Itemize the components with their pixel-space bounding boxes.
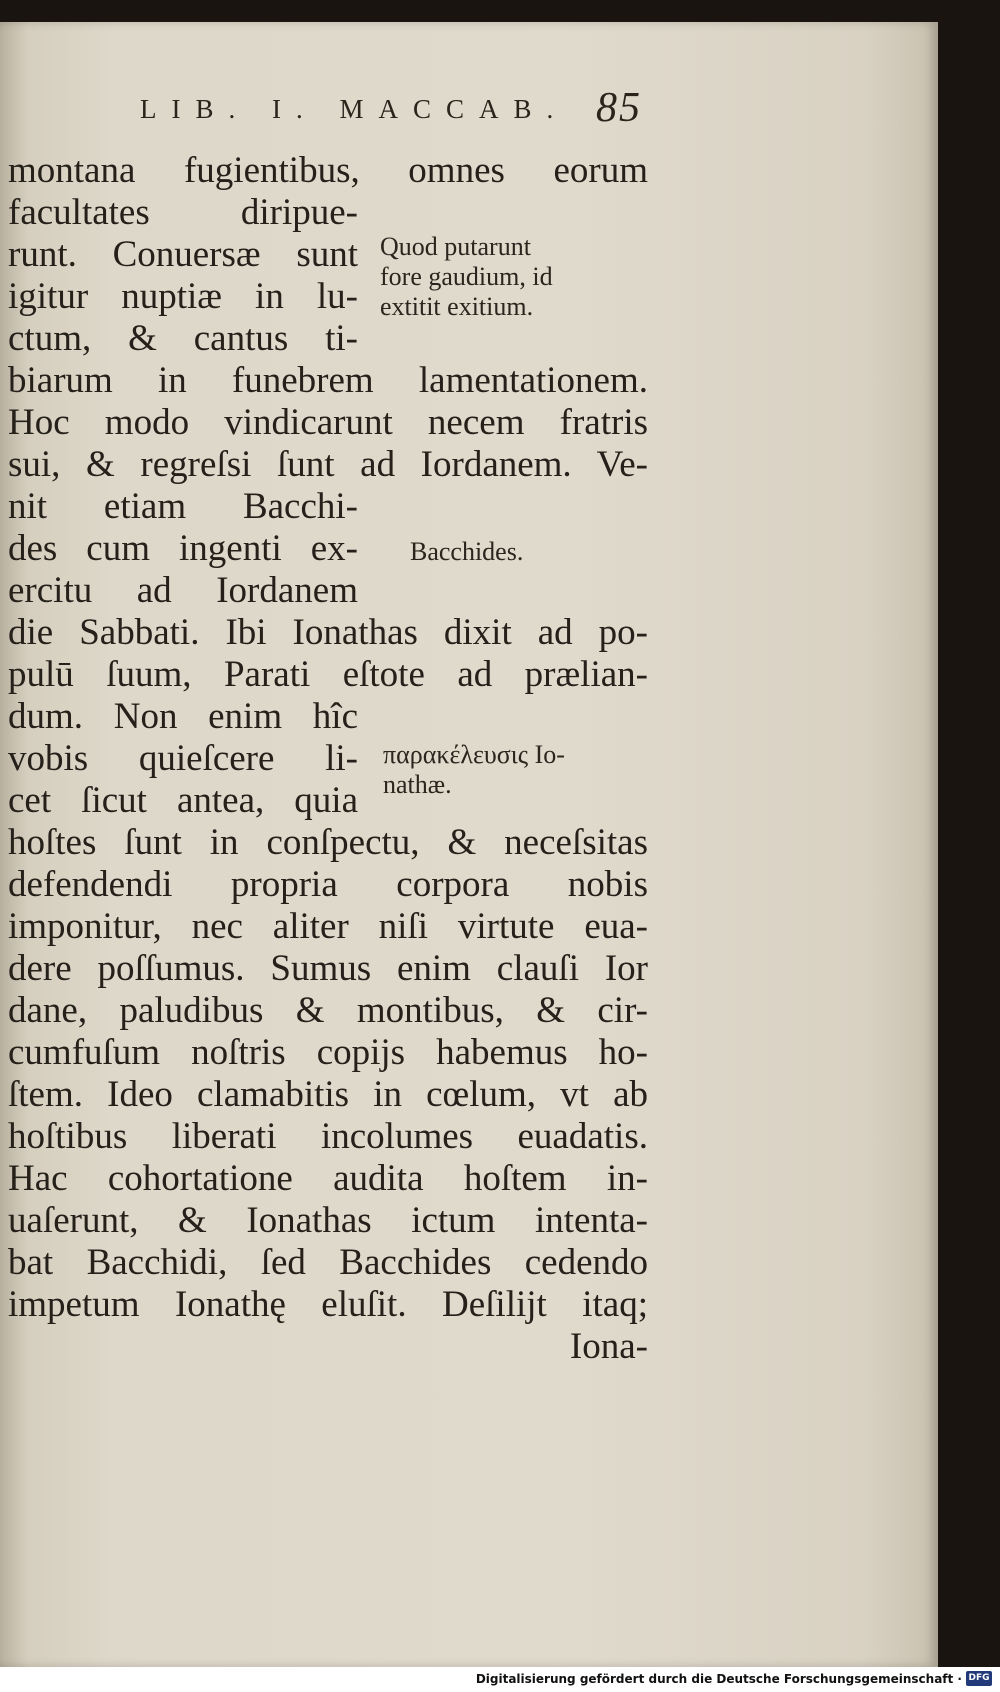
margin-note-bacchides: Bacchides. (410, 537, 524, 566)
text-line: vobis quieſcere li- (8, 738, 358, 779)
page-number: 85 (596, 85, 642, 131)
funding-credit: Digitalisierung gefördert durch die Deutsche Forschungsgemeinschaft · (475, 1672, 962, 1686)
running-head: LIB. I. MACCAB. (140, 94, 569, 124)
text-line: runt. Conuersæ sunt (8, 234, 358, 275)
text-line: Hac cohortatione audita hoſtem in- (8, 1158, 648, 1199)
text-line: igitur nuptiæ in lu- (8, 276, 358, 317)
text-line: dere poſſumus. Sumus enim clauſi Ior (8, 948, 648, 989)
dfg-logo-icon: DFG (966, 1671, 992, 1686)
margin-note-line: fore gaudium, id (380, 262, 553, 291)
text-line: ctum, & cantus ti- (8, 318, 358, 359)
text-line: cet ſicut antea, quia (8, 780, 358, 821)
text-line: ſtem. Ideo clamabitis in cœlum, vt ab (8, 1074, 648, 1115)
text-line: die Sabbati. Ibi Ionathas dixit ad po- (8, 612, 648, 653)
text-line: sui, & regreſsi ſunt ad Iordanem. Ve- (8, 444, 648, 485)
text-line: imponitur, nec aliter niſi virtute eua- (8, 906, 648, 947)
text-line: nit etiam Bacchi- (8, 486, 358, 527)
margin-note-line: παρακέλευσις Io- (383, 740, 565, 769)
digitization-footer (0, 1667, 1000, 1692)
margin-note-quod-putarunt (380, 232, 640, 322)
catchword: Iona- (569, 1326, 648, 1367)
margin-note-line: extitit exitium. (380, 292, 534, 321)
text-line: montana fugientibus, omnes eorum (8, 150, 648, 191)
page-header (130, 84, 650, 134)
text-line: cumfuſum noſtris copijs habemus ho- (8, 1032, 648, 1073)
text-line: ercitu ad Iordanem (8, 570, 358, 611)
margin-note-paraklesis (383, 740, 643, 800)
text-line: uaſerunt, & Ionathas ictum intenta- (8, 1200, 648, 1241)
text-line: biarum in funebrem lamentationem. (8, 360, 648, 401)
margin-note-line: nathæ. (383, 770, 452, 799)
margin-note-line: Quod putarunt (380, 232, 531, 261)
text-line: dane, paludibus & montibus, & cir- (8, 990, 648, 1031)
text-line: des cum ingenti ex- (8, 528, 358, 569)
book-page (0, 22, 938, 1667)
text-line: Hoc modo vindicarunt necem fratris (8, 402, 648, 443)
text-line: hoſtibus liberati incolumes euadatis. (8, 1116, 648, 1157)
text-line: bat Bacchidi, ſed Bacchides cedendo (8, 1242, 648, 1283)
text-line: dum. Non enim hîc (8, 696, 358, 737)
text-line: pulū ſuum, Parati eſtote ad prælian- (8, 654, 648, 695)
text-line: facultates diripue- (8, 192, 358, 233)
text-line: defendendi propria corpora nobis (8, 864, 648, 905)
text-line: hoſtes ſunt in conſpectu, & neceſsitas (8, 822, 648, 863)
text-line: impetum Ionathę eluſit. Deſilijt itaq; (8, 1284, 648, 1325)
